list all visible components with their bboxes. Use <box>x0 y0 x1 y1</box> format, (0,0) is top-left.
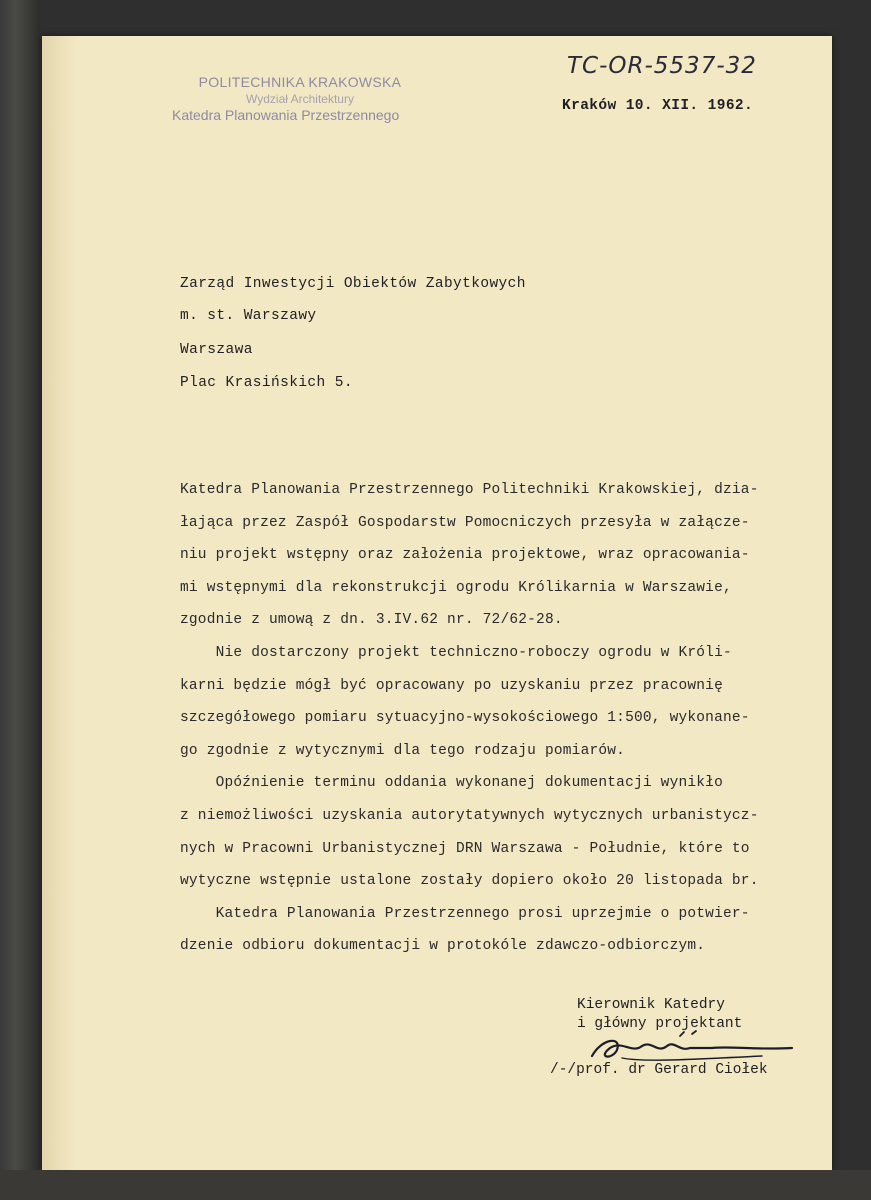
letter-date: Kraków 10. XII. 1962. <box>562 98 754 114</box>
reference-number: TC-OR-5537-32 <box>567 53 757 79</box>
body-line: niu projekt wstępny oraz założenia projektowe, wraz opracowania- <box>180 547 750 564</box>
institution-stamp <box>170 74 430 124</box>
document-page <box>42 36 832 1170</box>
address-line-1: Zarząd Inwestycji Obiektów Zabytkowych <box>180 276 526 292</box>
body-line: Nie dostarczony projekt techniczno-roboczy ogrodu w Króli- <box>180 644 732 661</box>
body-line: szczegółowego pomiaru sytuacyjno-wysokościowego 1:500, wykonane- <box>180 710 750 727</box>
address-line-4: Plac Krasińskich 5. <box>180 375 353 391</box>
binder-edge <box>0 0 40 1200</box>
body-line: wytyczne wstępnie ustalone zostały dopiero około 20 listopada br. <box>180 873 759 890</box>
signatory-title-line-1: Kierownik Katedry <box>577 997 725 1013</box>
body-line: dzenie odbioru dokumentacji w protokóle zdawczo-odbiorczym. <box>180 938 706 955</box>
body-line: łająca przez Zaspół Gospodarstw Pomocniczych przesyła w załącze- <box>180 514 750 531</box>
body-line: mi wstępnymi dla rekonstrukcji ogrodu Królikarnia w Warszawie, <box>180 579 732 596</box>
body-line: Katedra Planowania Przestrzennego Politechniki Krakowskiej, dzia- <box>180 482 759 498</box>
body-line: Opóźnienie terminu oddania wykonanej dokumentacji wynikło <box>180 775 723 792</box>
stamp-line-2: Wydział Architektury <box>246 91 354 106</box>
body-line: Katedra Planowania Przestrzennego prosi uprzejmie o potwier- <box>180 905 750 922</box>
signatory-title-line-2: i główny projektant <box>577 1016 743 1032</box>
body-line: zgodnie z umową z dn. 3.IV.62 nr. 72/62-28. <box>180 612 563 629</box>
body-line: nych w Pracowni Urbanistycznej DRN Warszawa - Południe, które to <box>180 840 750 857</box>
signatory-name: /-/prof. dr Gerard Ciołek <box>550 1062 768 1078</box>
body-line: z niemożliwości uzyskania autorytatywnych wytycznych urbanistycz- <box>180 807 759 824</box>
body-line: go zgodnie z wytycznymi dla tego rodzaju pomiarów. <box>180 742 626 759</box>
letter-body <box>180 474 830 963</box>
address-line-3: Warszawa <box>180 342 253 358</box>
body-line: karni będzie mógł być opracowany po uzyskaniu przez pracownię <box>180 677 723 694</box>
stamp-line-3: Katedra Planowania Przestrzennego <box>172 106 400 123</box>
binder-bottom-edge <box>0 1170 871 1200</box>
address-line-2: m. st. Warszawy <box>180 308 317 324</box>
stamp-line-1: POLITECHNIKA KRAKOWSKA <box>198 74 402 90</box>
